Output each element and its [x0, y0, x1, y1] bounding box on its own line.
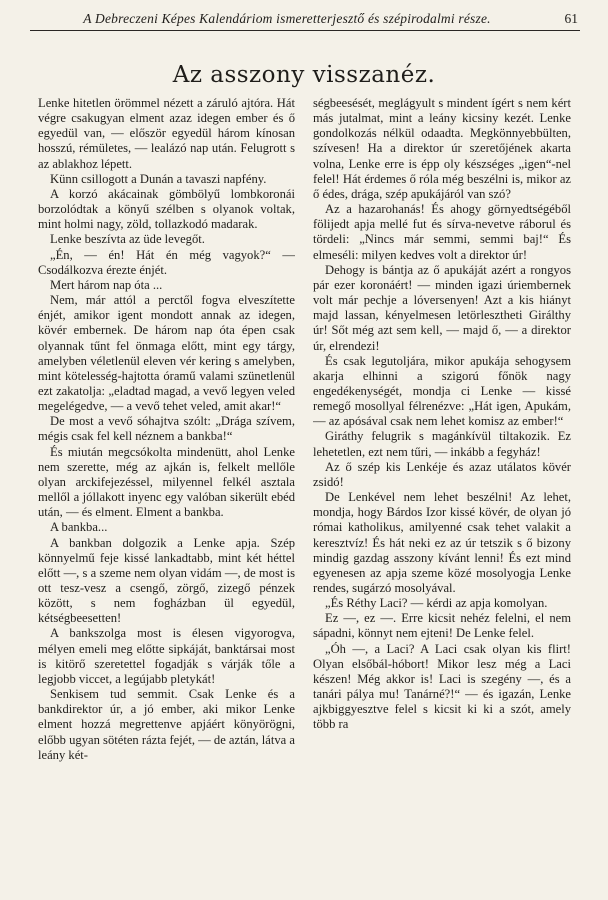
paragraph: De Lenkével nem lehet beszélni! Az lehet, mondja, hogy Bárdos Izor kissé kövér, de olyan jó római katholikus, amilyenné csak tehet valakit a keresztvíz! És hát neki ez az úr tetszik s ő bizony mindig gazdag asszony kívánt lenni! És ezt mind egyenesen az apja szeme közé mosolyogja Lenke rendes, sugárzó mosolyával.: [313, 490, 571, 595]
paragraph: „Én, — én! Hát én még vagyok?“ — Csodálkozva érezte énjét.: [38, 247, 295, 277]
paragraph: És csak legutoljára, mikor apukája sehogysem akarja elhinni a szigorú főnök nagy engedékenységét, mondja ci Lenke — kissé remegő mosollyal félrenézve: „Hát igen, Apukám, — az apósával csak nem lehet komisz az ember!“: [313, 353, 571, 429]
paragraph: A bankban dolgozik a Lenke apja. Szép könnyelmű feje kissé lankadtabb, mint két héttel előtt —, s a szeme nem olyan vidám —, de most is ott tesz-vesz a csengő, zörgő, zizegő pénzek között, s nem fogházban ül egyedül, kétségbeesetten!: [38, 535, 295, 626]
right-column: [313, 96, 571, 896]
article-title: Az asszony visszanéz.: [172, 62, 436, 88]
paragraph: De most a vevő sóhajtva szólt: „Drága szívem, mégis csak fel kell néznem a bankba!“: [38, 414, 295, 444]
paragraph: A bankba...: [50, 520, 108, 535]
paragraph: Mert három nap óta ...: [50, 277, 163, 292]
running-header: [30, 8, 580, 31]
paragraph: Ez —, ez —. Erre kicsit nehéz felelni, el nem sápadni, könnyt nem ejteni! De Lenke felel.: [313, 611, 571, 641]
paragraph: Künn csillogott a Dunán a tavaszi napfény.: [50, 171, 267, 186]
paragraph: Dehogy is bántja az ő apukáját azért a rongyos pár ezer koronáért! — minden igazi úriembernek volt már pechje a lóversenyen! Azt a kis hiányt majd lassan, kényelmesen letörlesztheti Girálthy úr! Sőt még azt sem kell, — majd ő, — a direktor úr, elrendezi!: [313, 262, 571, 353]
paragraph: Nem, már attól a perctől fogva elveszítette énjét, amikor igent mondott annak az idegen, kövér embernek. De három nap óta épen csak olyannak tűnt fel önmaga előtt, mint egy tárgy, amelyben véletlenül eleven vér kering s amelyben, mint kötelesség-hajtotta óramű valami szünetlenül ezt zakatolja: „eladtad magad, a vevő legyen veled megelégedve, — a vevő tehet veled, amit akar!“: [38, 293, 295, 414]
paragraph: Az a hazarohanás! És ahogy görnyedtségéből fölijedt apja mellé fut és sírva-nevetve ráborul és tördeli: „Nincs már semmi, semmi baj!“ És elmeséli: milyen kedves volt a direktor úr!: [313, 202, 571, 262]
paragraph: „És Réthy Laci? — kérdi az apja komolyan.: [325, 596, 548, 611]
running-title: A Debreczeni Képes Kalendáriom ismeretterjesztő és szépirodalmi része.: [83, 11, 491, 26]
paragraph: „Óh —, a Laci? A Laci csak olyan kis flirt! Olyan elsőbál-hóbort! Mikor lesz még a Laci készen! Még akkor is! Laci is szegény —, és a tanári pálya mu! Tanárné?!“ — és igazán, Lenke ajkbiggyesztve felel s kicsit ki ki a szót, amely több ra: [313, 641, 571, 732]
paragraph: Giráthy felugrik s magánkívül tiltakozik. Ez lehetetlen, ezt nem tűri, — inkább a fegyház!: [313, 429, 571, 459]
paragraph: Az ő szép kis Lenkéje és azaz utálatos kövér zsidó!: [313, 459, 571, 489]
page-number: 61: [564, 11, 578, 26]
paragraph: Lenke hitetlen örömmel nézett a záruló ajtóra. Hát végre csakugyan elment azaz idegen ember és ő egyedül van, — először egyedül három kínosan hosszú, rémületes, — lealázó nap után. Felugrott s az ablakhoz lépett.: [38, 96, 295, 171]
left-column: [38, 96, 295, 896]
paragraph: A korzó akácainak gömbölyű lombkoronái borzolódtak a könyű szélben s olyanok voltak, mint holmi nagy, zöld, tollazkodó madarak.: [38, 186, 295, 232]
paragraph: Lenke beszívta az üde levegőt.: [50, 232, 205, 247]
paragraph: Senkisem tud semmit. Csak Lenke és a bankdirektor úr, a jó ember, aki mikor Lenke elment hozzá megrettenve apjáért könyörögni, előbb ugyan sötéten rázta fejét, — de aztán, látva a leány két-: [38, 687, 295, 762]
paragraph: ségbeesését, meglágyult s mindent ígért s nem kért más jutalmat, mint a leány kicsiny kezét. Lenke gondolkozás nélkül odaadta. Megkönnyebbülten, szívesen! Ha a direktor úr szeretőjének akarta volna, Lenke erre is épp oly készséges „igen“-nel felel! Hát érdemes ő róla még beszélni is, mikor az ő édes, drága, szép apukájáról van szó?: [313, 96, 571, 201]
paragraph: És miután megcsókolta mindenütt, ahol Lenke nem szerette, még az ajkán is, felkelt mellőle olyan arckifejezéssel, milyennel felkél asztala mellől a jóllakott inyenc egy valóban sikerült ebéd után, — és elment. Elment a bankba.: [38, 444, 295, 520]
paragraph: A bankszolga most is élesen vigyorogva, mélyen emeli meg előtte sipkáját, banktársai most is kitörő szeretettel fogadják s várják tőle a legjobb viccet, a legújabb pletykát!: [38, 626, 295, 686]
